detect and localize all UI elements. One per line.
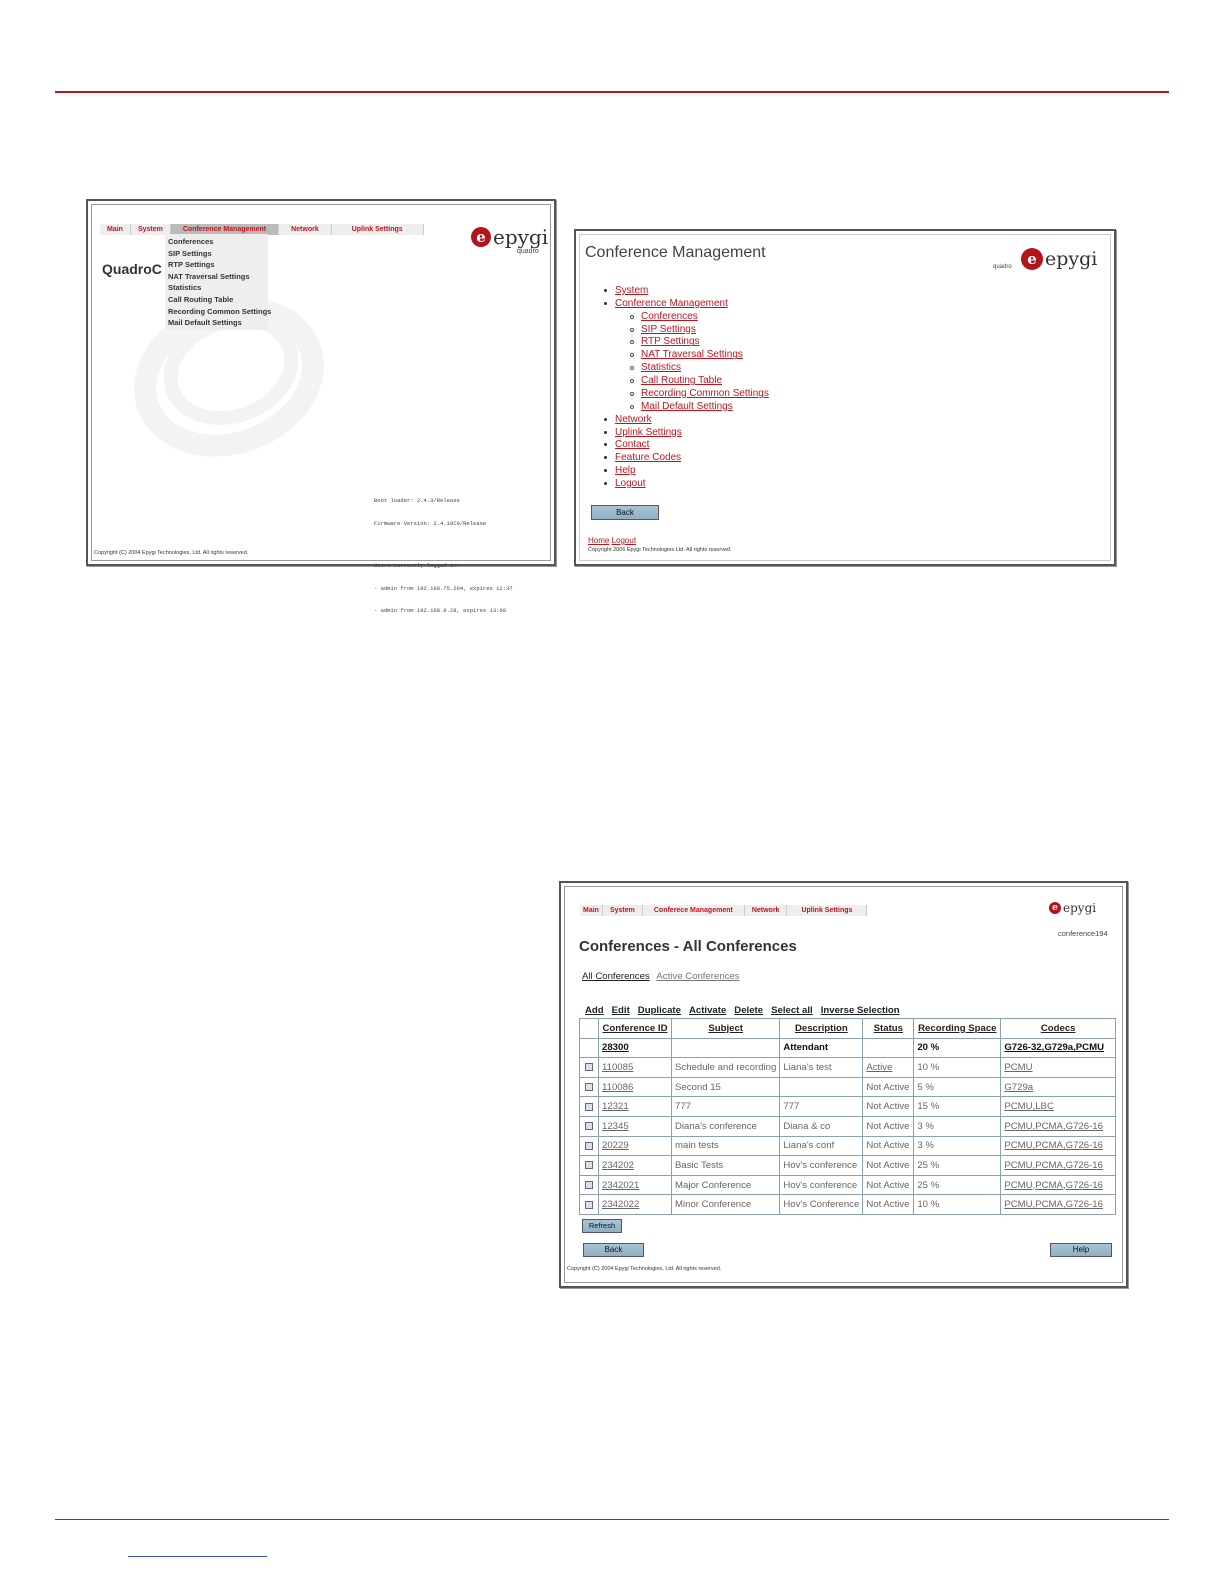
status-cell: Not Active	[863, 1116, 914, 1136]
circle-bullet-icon	[630, 315, 634, 319]
conferences-table-body	[580, 1038, 1116, 1214]
row-select-cell	[580, 1156, 599, 1176]
row-select-cell	[580, 1097, 599, 1117]
table-row[interactable]	[580, 1116, 1116, 1136]
column-header-description[interactable]: Description	[780, 1019, 863, 1039]
column-header-status[interactable]: Status	[863, 1019, 914, 1039]
row-checkbox[interactable]	[585, 1201, 593, 1209]
sitemap-link[interactable]: Network	[615, 413, 652, 425]
row-select-cell	[580, 1136, 599, 1156]
refresh-button[interactable]: Refresh	[582, 1219, 622, 1233]
row-checkbox[interactable]	[585, 1103, 593, 1111]
epygi-logo-icon: e	[1049, 902, 1061, 914]
page-title: Conference Management	[585, 244, 766, 261]
subject-cell: Diana's conference	[672, 1116, 780, 1136]
nav-uplink-settings[interactable]: Uplink Settings	[787, 905, 867, 916]
row-checkbox[interactable]	[585, 1161, 593, 1169]
dropdown-item-mail-default[interactable]: Mail Default Settings	[168, 318, 242, 328]
logo-word: epygi	[1063, 901, 1097, 915]
action-bar	[585, 1005, 900, 1016]
status-cell[interactable]: Active	[863, 1058, 914, 1078]
row-select-cell	[580, 1058, 599, 1078]
page-title: Conferences - All Conferences	[579, 938, 797, 955]
nav-main[interactable]: Main	[580, 905, 603, 916]
conference-id-link[interactable]: 2342022	[599, 1195, 672, 1215]
bullet-icon	[604, 469, 607, 472]
nav-network[interactable]: Network	[745, 905, 788, 916]
bottom-screenshot	[559, 881, 1128, 1288]
info-line: Firmware Version: 2.4.10C9/Release	[374, 519, 487, 527]
sitemap-link[interactable]: RTP Settings	[641, 336, 700, 348]
recording-space-cell: 3 %	[914, 1136, 1001, 1156]
select-all-action[interactable]: Select all	[771, 1005, 813, 1016]
description-cell: Diana & co	[780, 1116, 863, 1136]
copyright: Copyright (C) 2004 Epygi Technologies, Ltd. All rights reserved.	[567, 1266, 722, 1272]
info-line	[374, 542, 513, 547]
subject-cell: Schedule and recording	[672, 1058, 780, 1078]
bullet-icon	[604, 289, 607, 292]
status-cell: Not Active	[863, 1156, 914, 1176]
select-column-header	[580, 1019, 599, 1039]
tabs	[582, 971, 740, 982]
logout-link[interactable]: Logout	[611, 536, 637, 545]
table-row[interactable]	[580, 1175, 1116, 1195]
dropdown-item-statistics[interactable]: Statistics	[168, 283, 202, 293]
codecs-link[interactable]: PCMU,PCMA,G726-16	[1001, 1156, 1116, 1176]
system-info	[374, 482, 513, 630]
status-cell: Not Active	[863, 1195, 914, 1215]
sitemap-link[interactable]: Mail Default Settings	[641, 400, 733, 412]
nav-system[interactable]: System	[603, 905, 643, 916]
description-cell: 777	[780, 1097, 863, 1117]
conference-id-link[interactable]: 2342021	[599, 1175, 672, 1195]
circle-bullet-icon	[630, 379, 634, 383]
copyright: Copyright 2006 Epygi Technologies Ltd. All rights reserved.	[588, 547, 732, 553]
row-select-cell	[580, 1038, 599, 1058]
sitemap-link[interactable]: Feature Codes	[615, 452, 682, 464]
tab-all-conferences[interactable]: All Conferences	[582, 971, 650, 982]
nav-uplink-settings[interactable]: Uplink Settings	[332, 224, 424, 235]
codecs-link[interactable]: PCMU,PCMA,G726-16	[1001, 1136, 1116, 1156]
recording-space-cell: 3 %	[914, 1116, 1001, 1136]
tab-active-conferences[interactable]: Active Conferences	[656, 971, 740, 982]
codecs-link[interactable]: PCMU,PCMA,G726-16	[1001, 1195, 1116, 1215]
recording-space-cell: 20 %	[914, 1038, 1001, 1058]
left-screenshot	[86, 199, 556, 614]
conferences-table	[579, 1018, 1116, 1215]
sitemap-link[interactable]: Logout	[615, 478, 646, 490]
sitemap-link[interactable]: Statistics	[641, 362, 682, 374]
dropdown-item-recording-common[interactable]: Recording Common Settings	[168, 306, 272, 316]
bottom-screen-frame	[564, 886, 1123, 1283]
row-checkbox[interactable]	[585, 1181, 593, 1189]
circle-bullet-icon	[630, 328, 634, 332]
row-select-cell	[580, 1116, 599, 1136]
bullet-icon	[604, 431, 607, 434]
bullet-icon	[604, 418, 607, 421]
status-cell	[863, 1038, 914, 1058]
sitemap-link[interactable]: NAT Traversal Settings	[641, 349, 743, 361]
sitemap-link[interactable]: Uplink Settings	[615, 426, 682, 438]
conference-id-link[interactable]: 234202	[599, 1156, 672, 1176]
conference-id-link[interactable]: 20229	[599, 1136, 672, 1156]
status-cell: Not Active	[863, 1175, 914, 1195]
table-row[interactable]	[580, 1077, 1116, 1097]
back-button[interactable]: Back	[583, 1243, 644, 1257]
status-cell: Not Active	[863, 1097, 914, 1117]
subject-cell: Minor Conference	[672, 1195, 780, 1215]
subject-cell: main tests	[672, 1136, 780, 1156]
row-checkbox[interactable]	[585, 1083, 593, 1091]
recording-space-cell: 15 %	[914, 1097, 1001, 1117]
footer-link-underline	[128, 1556, 267, 1557]
row-checkbox[interactable]	[585, 1142, 593, 1150]
page-heading: QuadroC	[102, 261, 162, 277]
left-screen-frame	[91, 204, 551, 614]
footer-rule	[55, 1519, 1169, 1520]
sitemap-link[interactable]: Help	[615, 465, 636, 477]
recording-space-cell: 10 %	[914, 1195, 1001, 1215]
duplicate-action[interactable]: Duplicate	[637, 1005, 681, 1016]
table-row[interactable]	[580, 1058, 1116, 1078]
subject-cell: 777	[672, 1097, 780, 1117]
sitemap-link[interactable]: Contact	[615, 439, 650, 451]
bullet-icon	[604, 443, 607, 446]
dropdown-item-conferences[interactable]: Conferences	[168, 237, 214, 246]
row-select-cell	[580, 1077, 599, 1097]
table-row[interactable]	[580, 1097, 1116, 1117]
inverse-selection-action[interactable]: Inverse Selection	[820, 1005, 900, 1016]
bullet-icon	[604, 456, 607, 459]
footer-links	[588, 536, 636, 545]
nav-conference-management[interactable]: Conference Management	[171, 224, 279, 235]
column-header-subject[interactable]: Subject	[672, 1019, 780, 1039]
codecs-link[interactable]: G729a	[1001, 1077, 1116, 1097]
table-row[interactable]	[580, 1136, 1116, 1156]
description-cell: Hov's conference	[780, 1156, 863, 1176]
column-header-conference-id[interactable]: Conference ID	[599, 1019, 672, 1039]
delete-action[interactable]: Delete	[734, 1005, 764, 1016]
table-header-row	[580, 1019, 1116, 1039]
status-cell: Not Active	[863, 1077, 914, 1097]
bullet-icon	[604, 482, 607, 485]
back-button[interactable]: Back	[591, 505, 659, 520]
home-link[interactable]: Home	[588, 536, 610, 545]
codecs-link[interactable]: G726-32,G729a,PCMU	[1001, 1038, 1116, 1058]
info-line: - admin from 192.168.0.28, expires 13:00	[374, 607, 507, 614]
circle-bullet-icon	[630, 366, 634, 370]
table-row[interactable]	[580, 1038, 1116, 1058]
info-line: Boot loader: 2.4.3/Release	[374, 497, 460, 504]
row-select-cell	[580, 1195, 599, 1215]
circle-bullet-icon	[630, 340, 634, 344]
row-select-cell	[580, 1175, 599, 1195]
subject-cell: Major Conference	[672, 1175, 780, 1195]
right-screenshot	[574, 229, 1116, 566]
recording-space-cell: 10 %	[914, 1058, 1001, 1078]
subject-cell: Second 15	[672, 1077, 780, 1097]
dropdown-item-nat-traversal[interactable]: NAT Traversal Settings	[168, 271, 250, 281]
table-row[interactable]	[580, 1156, 1116, 1176]
activate-action[interactable]: Activate	[688, 1005, 727, 1016]
column-header-codecs[interactable]: Codecs	[1001, 1019, 1116, 1039]
description-cell: Hov's Conference	[780, 1195, 863, 1215]
nav-conference-management[interactable]: Conferece Management	[643, 905, 745, 916]
codecs-link[interactable]: PCMU	[1001, 1058, 1116, 1078]
conference-id-link[interactable]: 12345	[599, 1116, 672, 1136]
sitemap-link[interactable]: System	[615, 285, 649, 296]
dropdown-item-sip-settings[interactable]: SIP Settings	[168, 248, 212, 258]
conference-id-link[interactable]: 12321	[599, 1097, 672, 1117]
codecs-link[interactable]: PCMU,PCMA,G726-16	[1001, 1175, 1116, 1195]
site-map-list	[580, 235, 1110, 515]
row-checkbox[interactable]	[585, 1122, 593, 1130]
circle-bullet-icon	[630, 353, 634, 357]
recording-space-cell: 5 %	[914, 1077, 1001, 1097]
status-cell: Not Active	[863, 1136, 914, 1156]
sitemap-link[interactable]: Conference Management	[615, 297, 728, 309]
dropdown-item-rtp-settings[interactable]: RTP Settings	[168, 260, 215, 270]
epygi-logo-icon: e	[1021, 248, 1043, 270]
sitemap-link[interactable]: Recording Common Settings	[641, 387, 769, 399]
column-header-recording-space[interactable]: Recording Space	[914, 1019, 1001, 1039]
sitemap-link[interactable]: SIP Settings	[641, 323, 696, 335]
codecs-link[interactable]: PCMU,LBC	[1001, 1097, 1116, 1117]
copyright: Copyright (C) 2004 Epygi Technologies, Ltd. All rights reserved.	[94, 550, 249, 556]
table-row[interactable]	[580, 1195, 1116, 1215]
recording-space-cell: 25 %	[914, 1175, 1001, 1195]
description-cell: Liana's test	[780, 1058, 863, 1078]
epygi-logo-icon: e	[471, 227, 491, 247]
conference-id-link[interactable]: 110085	[599, 1058, 672, 1078]
sitemap-link[interactable]: Call Routing Table	[641, 375, 722, 387]
logo-subtitle: quadro	[993, 264, 1012, 270]
add-action[interactable]: Add	[585, 1005, 604, 1016]
info-line: Users currently logged in:	[374, 562, 460, 569]
description-cell	[780, 1077, 863, 1097]
circle-bullet-icon	[630, 405, 634, 409]
nav-main[interactable]: Main	[100, 224, 131, 235]
edit-action[interactable]: Edit	[611, 1005, 630, 1016]
recording-space-cell: 25 %	[914, 1156, 1001, 1176]
epygi-logo	[471, 225, 548, 249]
device-name: conference194	[1058, 929, 1108, 938]
description-cell: Attendant	[780, 1038, 863, 1058]
codecs-link[interactable]: PCMU,PCMA,G726-16	[1001, 1116, 1116, 1136]
row-checkbox[interactable]	[585, 1063, 593, 1071]
conference-id-link[interactable]: 110086	[599, 1077, 672, 1097]
circle-bullet-icon	[630, 392, 634, 396]
help-button[interactable]: Help	[1050, 1243, 1112, 1257]
logo-word: epygi	[493, 225, 549, 249]
description-cell: Hov's conference	[780, 1175, 863, 1195]
dropdown-item-call-routing[interactable]: Call Routing Table	[168, 294, 234, 304]
nav-network[interactable]: Network	[279, 224, 332, 235]
subject-cell	[672, 1038, 780, 1058]
nav-system[interactable]: System	[131, 224, 171, 235]
sitemap-link[interactable]: Conferences	[641, 310, 698, 322]
logo-subtitle: quadro	[517, 248, 539, 255]
right-screen-frame	[579, 234, 1111, 561]
info-line: - admin from 192.168.75.204, expires 12:37	[374, 584, 513, 592]
logo-word: epygi	[1045, 248, 1098, 270]
conference-id-link[interactable]: 28300	[599, 1038, 672, 1058]
header-rule	[55, 91, 1169, 93]
epygi-logo	[1049, 901, 1096, 915]
bullet-icon	[604, 302, 607, 305]
bottom-top-nav	[580, 905, 867, 916]
conference-management-dropdown	[165, 234, 272, 330]
subject-cell: Basic Tests	[672, 1156, 780, 1176]
description-cell: Liana's conf	[780, 1136, 863, 1156]
